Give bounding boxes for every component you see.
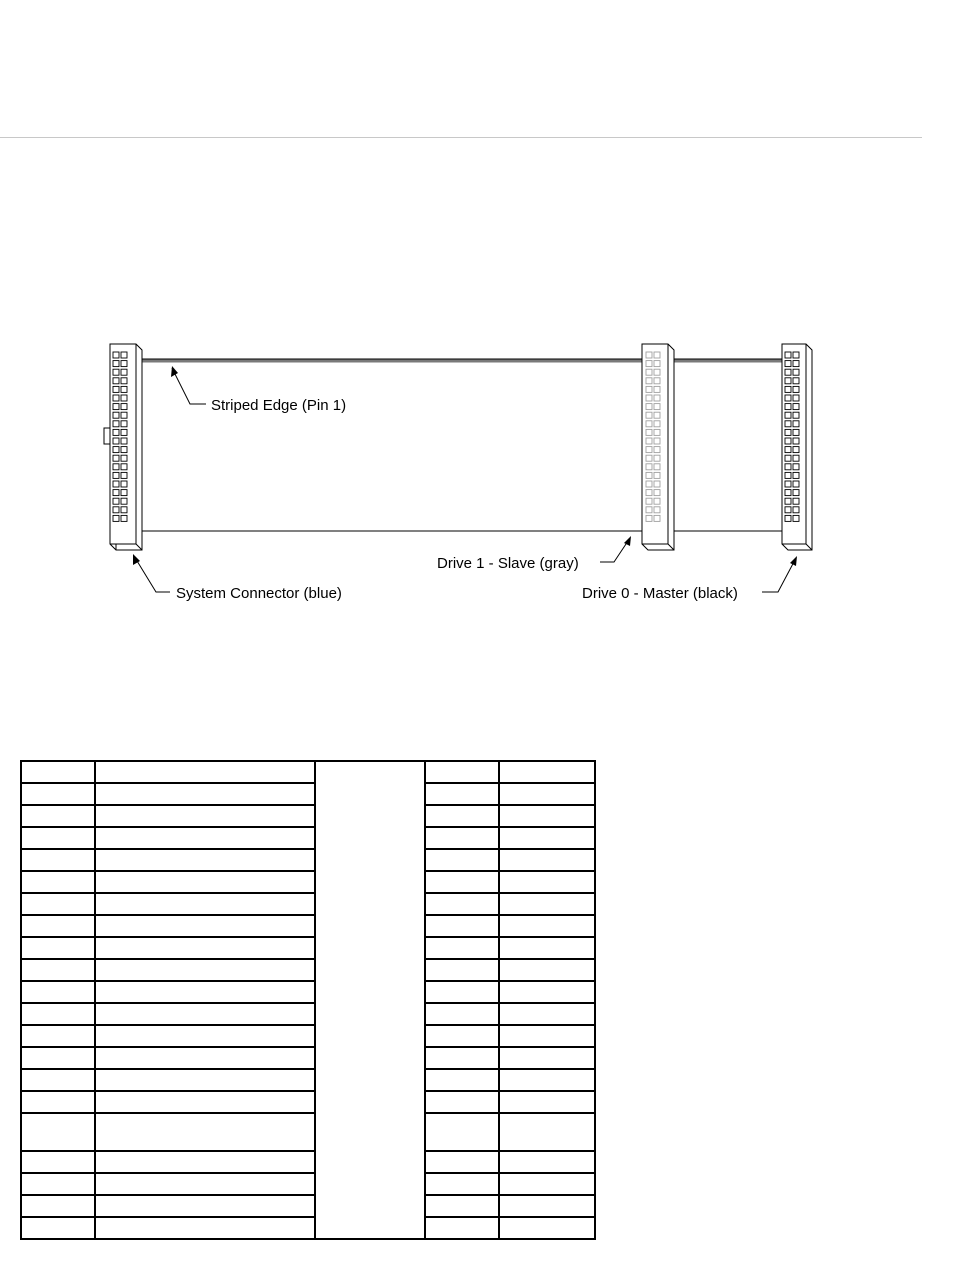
pin-socket [113, 404, 119, 410]
pin-socket [654, 455, 660, 461]
pin-socket [121, 412, 127, 418]
table-cell [499, 1195, 595, 1217]
table-row [21, 1003, 595, 1025]
pin-socket [121, 352, 127, 358]
table-row [21, 849, 595, 871]
table-cell [425, 981, 499, 1003]
pin-socket [785, 515, 791, 521]
pin-socket [785, 472, 791, 478]
table-cell [499, 937, 595, 959]
pin-socket [793, 490, 799, 496]
pin-socket [785, 498, 791, 504]
table-row [21, 1217, 595, 1239]
table-row [21, 959, 595, 981]
pin-socket [646, 404, 652, 410]
pin-socket [654, 490, 660, 496]
pin-socket [785, 412, 791, 418]
pin-socket [121, 447, 127, 453]
table-cell [95, 1173, 315, 1195]
table-cell [425, 1091, 499, 1113]
pin-socket [646, 498, 652, 504]
table-row [21, 761, 595, 783]
table-cell [499, 1151, 595, 1173]
table-cell [21, 871, 95, 893]
table-cell [95, 1217, 315, 1239]
pin-socket [646, 515, 652, 521]
pin-socket [785, 404, 791, 410]
pin-socket [654, 464, 660, 470]
table-cell [21, 1151, 95, 1173]
table-cell [95, 1091, 315, 1113]
table-spacer-column [315, 761, 425, 1239]
pin-socket [113, 438, 119, 444]
table-cell [425, 959, 499, 981]
table-cell [95, 849, 315, 871]
pin-socket [121, 515, 127, 521]
callout-drive1 [437, 536, 631, 572]
pin-socket [785, 438, 791, 444]
table-cell [21, 959, 95, 981]
pin-socket [654, 447, 660, 453]
pin-socket [646, 447, 652, 453]
table-cell [21, 849, 95, 871]
table-row [21, 805, 595, 827]
table-cell [95, 805, 315, 827]
pin-socket [121, 404, 127, 410]
table-cell [425, 1151, 499, 1173]
table-cell [95, 1195, 315, 1217]
table-cell [499, 827, 595, 849]
table-cell [21, 1195, 95, 1217]
pin-socket [654, 472, 660, 478]
pin-socket [785, 386, 791, 392]
pin-socket [793, 378, 799, 384]
pin-socket [654, 429, 660, 435]
pin-socket [113, 498, 119, 504]
table-cell [21, 915, 95, 937]
table-cell [425, 1173, 499, 1195]
table-cell [95, 937, 315, 959]
table-cell [425, 915, 499, 937]
pin-socket [121, 395, 127, 401]
pin-socket [793, 455, 799, 461]
pin-socket [113, 378, 119, 384]
table-cell [425, 761, 499, 783]
pin-socket [646, 378, 652, 384]
drive0-master-connector [782, 344, 812, 550]
ribbon-cable [140, 359, 782, 531]
pin-socket [113, 447, 119, 453]
table-cell [21, 1173, 95, 1195]
pin-socket [646, 490, 652, 496]
pin-socket [113, 421, 119, 427]
table-cell [499, 783, 595, 805]
table-cell [21, 783, 95, 805]
table-cell [499, 915, 595, 937]
pin-socket [113, 481, 119, 487]
table-cell [21, 1217, 95, 1239]
pin-socket [646, 507, 652, 513]
pin-socket [113, 386, 119, 392]
pin-socket [785, 455, 791, 461]
pin-socket [654, 498, 660, 504]
pin-socket [646, 481, 652, 487]
table-cell [21, 1003, 95, 1025]
pin-socket [121, 386, 127, 392]
table-cell [499, 1003, 595, 1025]
pin-socket [121, 378, 127, 384]
table-row [21, 1047, 595, 1069]
table-cell [95, 761, 315, 783]
pin-socket [654, 515, 660, 521]
pin-socket [121, 455, 127, 461]
pin-socket [646, 352, 652, 358]
drive0-label: Drive 0 - Master (black) [582, 585, 738, 602]
table-row [21, 981, 595, 1003]
pin-socket [793, 438, 799, 444]
table-cell [425, 1069, 499, 1091]
pin-socket [121, 369, 127, 375]
table-cell [21, 1025, 95, 1047]
table-cell [499, 959, 595, 981]
pin-socket [646, 464, 652, 470]
pin-socket [113, 429, 119, 435]
table-cell [21, 761, 95, 783]
table-cell [95, 981, 315, 1003]
table-cell [425, 937, 499, 959]
pin-socket [654, 421, 660, 427]
pin-socket [121, 472, 127, 478]
pin-socket [793, 498, 799, 504]
table-cell [499, 1047, 595, 1069]
pin-socket [654, 395, 660, 401]
pin-socket [646, 421, 652, 427]
pin-socket [785, 378, 791, 384]
table-row [21, 1025, 595, 1047]
pin-socket [793, 447, 799, 453]
pin-socket [793, 515, 799, 521]
table-row [21, 1069, 595, 1091]
pin-socket [646, 438, 652, 444]
pin-socket [785, 481, 791, 487]
pin-socket [654, 386, 660, 392]
pin-socket [121, 507, 127, 513]
pin-socket [793, 429, 799, 435]
pin-socket [646, 429, 652, 435]
table-cell [499, 981, 595, 1003]
pin-socket [113, 464, 119, 470]
pin-socket [785, 490, 791, 496]
table-row [21, 915, 595, 937]
table-cell [95, 1025, 315, 1047]
pin-socket [121, 490, 127, 496]
pin-socket [785, 395, 791, 401]
table-cell [95, 915, 315, 937]
table-cell [499, 871, 595, 893]
pin-socket [654, 404, 660, 410]
table-cell [21, 805, 95, 827]
pin-socket [654, 361, 660, 367]
pin-socket [785, 369, 791, 375]
pin-socket [646, 395, 652, 401]
table-cell [95, 1047, 315, 1069]
pin-socket [654, 378, 660, 384]
drive1-label: Drive 1 - Slave (gray) [437, 555, 579, 572]
table-cell [425, 1113, 499, 1151]
pin-socket [654, 507, 660, 513]
pin-socket [113, 515, 119, 521]
pin-socket [793, 386, 799, 392]
table-cell [425, 827, 499, 849]
pin-socket [121, 421, 127, 427]
table-cell [21, 827, 95, 849]
pin-socket [121, 429, 127, 435]
table-cell [95, 1151, 315, 1173]
table-cell [95, 893, 315, 915]
callout-system-connector [133, 554, 342, 602]
table-row [21, 871, 595, 893]
ide-cable-diagram [0, 330, 964, 620]
table-row [21, 783, 595, 805]
table-cell [95, 783, 315, 805]
table-cell [21, 1091, 95, 1113]
pin-socket [646, 361, 652, 367]
drive1-slave-connector [642, 344, 674, 550]
pin-socket [113, 352, 119, 358]
pin-socket [113, 490, 119, 496]
table-cell [95, 1113, 315, 1151]
pin-socket [793, 507, 799, 513]
pin-socket [785, 361, 791, 367]
table-row [21, 1173, 595, 1195]
pin-socket [785, 507, 791, 513]
pin-socket [793, 412, 799, 418]
pin-socket [785, 421, 791, 427]
pin-socket [793, 481, 799, 487]
table-row [21, 1113, 595, 1151]
table-cell [499, 1091, 595, 1113]
pin-socket [793, 352, 799, 358]
table-cell [425, 1025, 499, 1047]
table-cell [499, 1113, 595, 1151]
table-cell [425, 849, 499, 871]
pin-socket [793, 361, 799, 367]
pin-socket [646, 472, 652, 478]
pin-socket [785, 447, 791, 453]
table-row [21, 827, 595, 849]
table-row [21, 1151, 595, 1173]
table-row [21, 1195, 595, 1217]
pin-socket [113, 455, 119, 461]
pin-socket [646, 369, 652, 375]
pin-socket [113, 472, 119, 478]
pin-socket [654, 481, 660, 487]
table-cell [499, 1069, 595, 1091]
pin-socket [113, 361, 119, 367]
table-cell [425, 893, 499, 915]
pin-socket [793, 404, 799, 410]
table-cell [499, 1173, 595, 1195]
pin-socket [121, 464, 127, 470]
table-cell [499, 805, 595, 827]
pin-socket [785, 464, 791, 470]
table-cell [425, 1195, 499, 1217]
callout-drive0 [582, 556, 797, 602]
pin-socket [121, 498, 127, 504]
pin-socket [113, 369, 119, 375]
pin-socket [113, 412, 119, 418]
table-cell [425, 805, 499, 827]
pin-socket [646, 386, 652, 392]
table-row [21, 893, 595, 915]
pin-socket [654, 369, 660, 375]
header-divider [0, 137, 922, 138]
system-connector [104, 344, 142, 550]
pin-socket [654, 352, 660, 358]
table-cell [499, 1025, 595, 1047]
striped-edge-label: Striped Edge (Pin 1) [211, 397, 347, 414]
pin-socket [785, 352, 791, 358]
pin-socket [793, 464, 799, 470]
pin-socket [646, 412, 652, 418]
table-cell [425, 1047, 499, 1069]
table-cell [425, 871, 499, 893]
pin-socket [121, 438, 127, 444]
table-cell [95, 1003, 315, 1025]
table-cell [95, 871, 315, 893]
pin-socket [793, 421, 799, 427]
table-cell [499, 893, 595, 915]
table-cell [499, 1217, 595, 1239]
table-cell [95, 827, 315, 849]
table-cell [425, 1003, 499, 1025]
table-row [21, 937, 595, 959]
pin-socket [785, 429, 791, 435]
table-cell [21, 1047, 95, 1069]
pin-socket [793, 472, 799, 478]
pinout-table [20, 760, 596, 1240]
pin-socket [121, 481, 127, 487]
pin-socket [654, 438, 660, 444]
table-cell [95, 959, 315, 981]
table-cell [21, 893, 95, 915]
pin-socket [793, 369, 799, 375]
pin-socket [654, 412, 660, 418]
table-cell [21, 1069, 95, 1091]
table-cell [95, 1069, 315, 1091]
table-cell [21, 981, 95, 1003]
table-cell [499, 761, 595, 783]
table-row [21, 1091, 595, 1113]
table-cell [425, 783, 499, 805]
table-cell [499, 849, 595, 871]
pin-socket [113, 507, 119, 513]
pin-socket [646, 455, 652, 461]
system-connector-label: System Connector (blue) [176, 585, 342, 602]
pin-socket [793, 395, 799, 401]
table-cell [21, 937, 95, 959]
table-cell [21, 1113, 95, 1151]
table-cell [425, 1217, 499, 1239]
pin-socket [113, 395, 119, 401]
pin-socket [121, 361, 127, 367]
